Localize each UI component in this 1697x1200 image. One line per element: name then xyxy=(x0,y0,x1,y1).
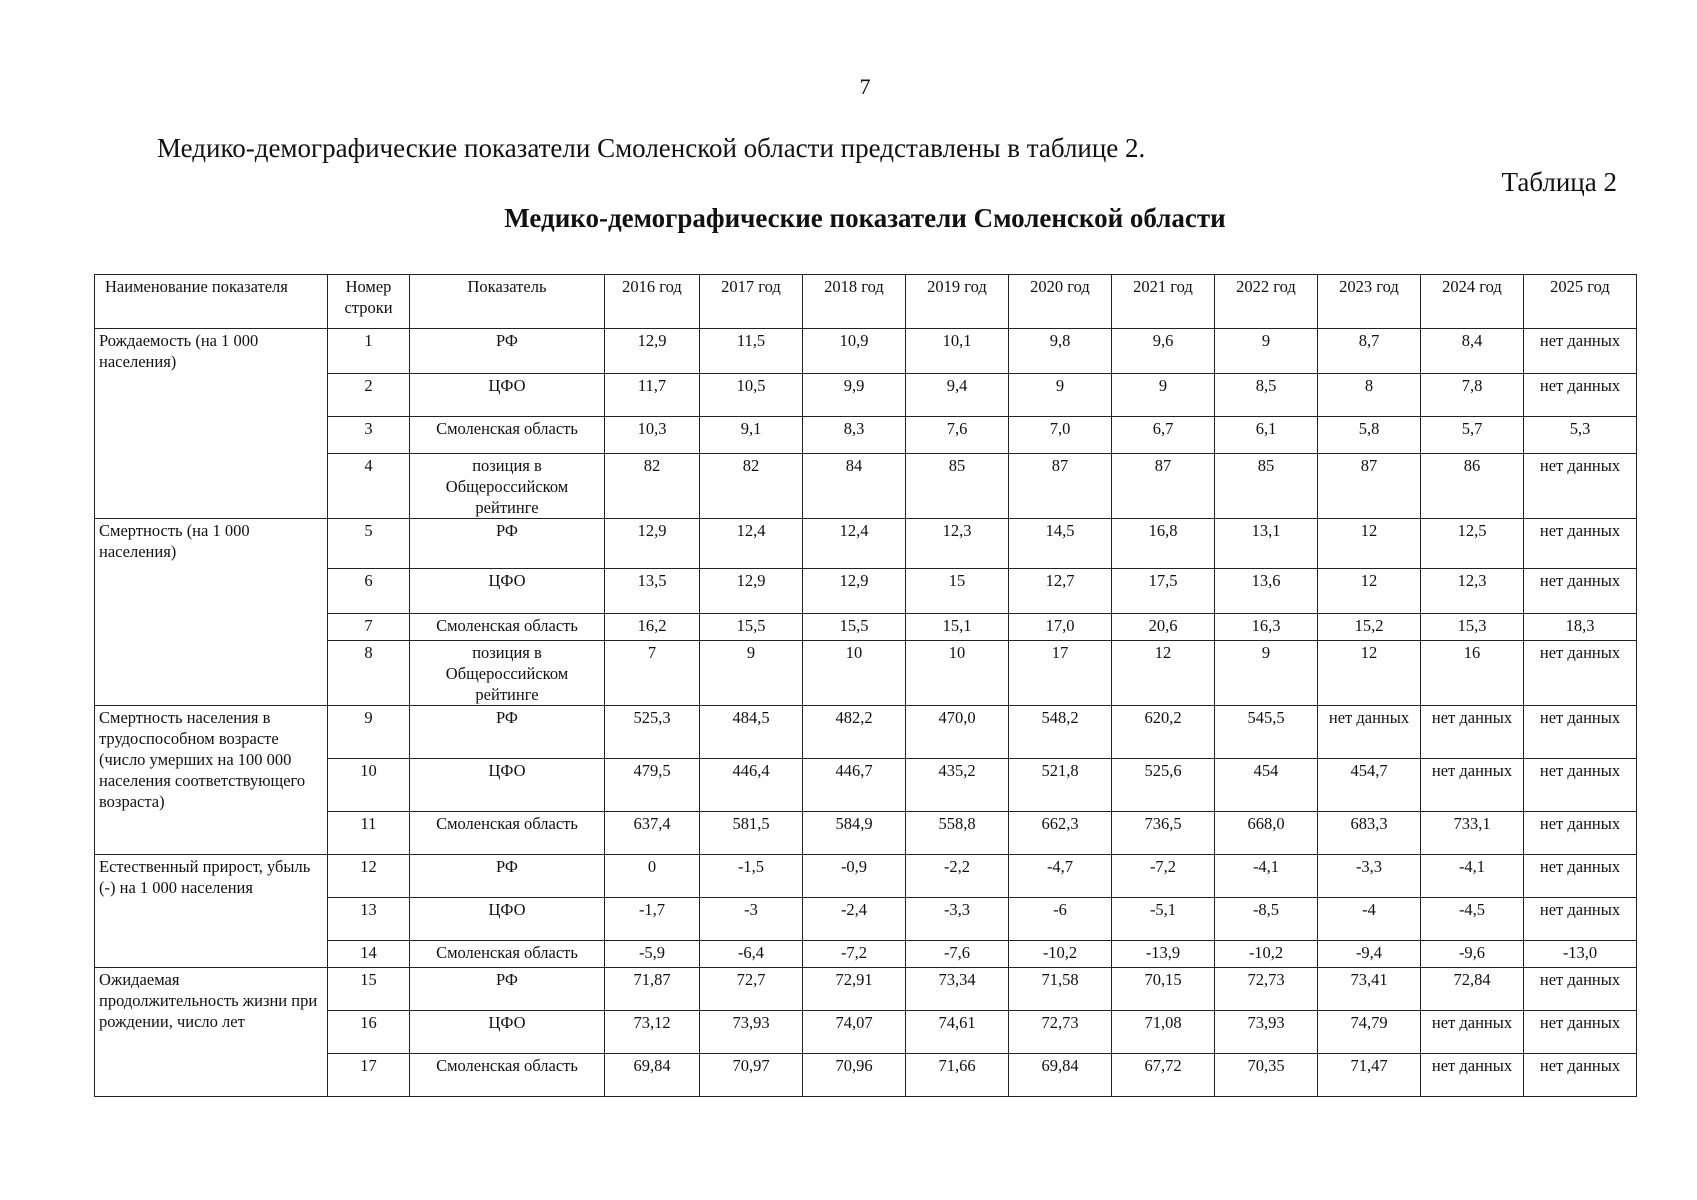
row-number-cell: 14 xyxy=(328,941,410,968)
value-cell: 69,84 xyxy=(605,1054,700,1097)
value-cell: 70,35 xyxy=(1215,1054,1318,1097)
header-cell: 2021 год xyxy=(1112,275,1215,329)
value-cell: -3,3 xyxy=(906,898,1009,941)
value-cell: 8,5 xyxy=(1215,374,1318,417)
value-cell: 73,41 xyxy=(1318,968,1421,1011)
value-cell: 12,9 xyxy=(605,329,700,374)
value-cell: 454,7 xyxy=(1318,759,1421,812)
value-cell: 558,8 xyxy=(906,812,1009,855)
row-number-cell: 6 xyxy=(328,569,410,614)
value-cell: 16,2 xyxy=(605,614,700,641)
table-row xyxy=(95,519,1637,569)
indicator-cell: ЦФО xyxy=(410,759,605,812)
value-cell: нет данных xyxy=(1524,898,1637,941)
value-cell: 8 xyxy=(1318,374,1421,417)
row-number-cell: 15 xyxy=(328,968,410,1011)
value-cell: 668,0 xyxy=(1215,812,1318,855)
indicator-cell: РФ xyxy=(410,968,605,1011)
value-cell: 11,5 xyxy=(700,329,803,374)
group-name-cell: Естественный прирост, убыль (-) на 1 000 населения xyxy=(95,855,328,968)
value-cell: 7,0 xyxy=(1009,417,1112,454)
row-number-cell: 3 xyxy=(328,417,410,454)
header-cell: 2023 год xyxy=(1318,275,1421,329)
value-cell: нет данных xyxy=(1421,706,1524,759)
group-name-cell: Смертность (на 1 000 населения) xyxy=(95,519,328,706)
table-row xyxy=(95,706,1637,759)
value-cell: 733,1 xyxy=(1421,812,1524,855)
header-cell: 2017 год xyxy=(700,275,803,329)
value-cell: 10,9 xyxy=(803,329,906,374)
value-cell: 479,5 xyxy=(605,759,700,812)
indicator-cell: ЦФО xyxy=(410,898,605,941)
header-cell: 2025 год xyxy=(1524,275,1637,329)
value-cell: 435,2 xyxy=(906,759,1009,812)
value-cell: 9,1 xyxy=(700,417,803,454)
value-cell: 6,7 xyxy=(1112,417,1215,454)
value-cell: нет данных xyxy=(1524,706,1637,759)
group-name-cell: Смертность населения в трудоспособном возрасте (число умерших на 100 000 населения соответствующего возраста) xyxy=(95,706,328,855)
header-cell: Номер строки xyxy=(328,275,410,329)
value-cell: 72,91 xyxy=(803,968,906,1011)
value-cell: 73,12 xyxy=(605,1011,700,1054)
row-number-cell: 2 xyxy=(328,374,410,417)
value-cell: 85 xyxy=(1215,454,1318,519)
value-cell: -2,4 xyxy=(803,898,906,941)
value-cell: 73,93 xyxy=(700,1011,803,1054)
value-cell: -0,9 xyxy=(803,855,906,898)
value-cell: 67,72 xyxy=(1112,1054,1215,1097)
value-cell: 5,8 xyxy=(1318,417,1421,454)
value-cell: 70,15 xyxy=(1112,968,1215,1011)
value-cell: 15,3 xyxy=(1421,614,1524,641)
intro-text: Медико-демографические показатели Смоленской области представлены в таблице 2. xyxy=(157,133,1146,163)
header-cell: Показатель xyxy=(410,275,605,329)
row-number-cell: 17 xyxy=(328,1054,410,1097)
value-cell: 637,4 xyxy=(605,812,700,855)
value-cell: 18,3 xyxy=(1524,614,1637,641)
value-cell: 9,4 xyxy=(906,374,1009,417)
value-cell: нет данных xyxy=(1524,855,1637,898)
header-cell: 2020 год xyxy=(1009,275,1112,329)
row-number-cell: 4 xyxy=(328,454,410,519)
header-cell: 2018 год xyxy=(803,275,906,329)
value-cell: 10,3 xyxy=(605,417,700,454)
value-cell: -1,7 xyxy=(605,898,700,941)
value-cell: 15,2 xyxy=(1318,614,1421,641)
group-name-cell: Ожидаемая продолжительность жизни при рождении, число лет xyxy=(95,968,328,1097)
value-cell: 17 xyxy=(1009,641,1112,706)
value-cell: 12,3 xyxy=(906,519,1009,569)
value-cell: нет данных xyxy=(1524,329,1637,374)
value-cell: 11,7 xyxy=(605,374,700,417)
value-cell: -6,4 xyxy=(700,941,803,968)
value-cell: 84 xyxy=(803,454,906,519)
row-number-cell: 8 xyxy=(328,641,410,706)
value-cell: 71,47 xyxy=(1318,1054,1421,1097)
value-cell: 72,73 xyxy=(1009,1011,1112,1054)
value-cell: 16,3 xyxy=(1215,614,1318,641)
row-number-cell: 5 xyxy=(328,519,410,569)
value-cell: 72,73 xyxy=(1215,968,1318,1011)
value-cell: 484,5 xyxy=(700,706,803,759)
value-cell: -3,3 xyxy=(1318,855,1421,898)
value-cell: нет данных xyxy=(1524,812,1637,855)
value-cell: 581,5 xyxy=(700,812,803,855)
value-cell: нет данных xyxy=(1421,1054,1524,1097)
table-row xyxy=(95,855,1637,898)
value-cell: 13,5 xyxy=(605,569,700,614)
value-cell: -13,0 xyxy=(1524,941,1637,968)
value-cell: -4,1 xyxy=(1421,855,1524,898)
value-cell: 10,1 xyxy=(906,329,1009,374)
value-cell: 12 xyxy=(1318,569,1421,614)
value-cell: -4,5 xyxy=(1421,898,1524,941)
value-cell: -6 xyxy=(1009,898,1112,941)
value-cell: 87 xyxy=(1009,454,1112,519)
table-title: Медико-демографические показатели Смоленской области xyxy=(504,203,1226,233)
value-cell: 9 xyxy=(1215,641,1318,706)
value-cell: 8,4 xyxy=(1421,329,1524,374)
value-cell: 482,2 xyxy=(803,706,906,759)
value-cell: нет данных xyxy=(1524,569,1637,614)
value-cell: 69,84 xyxy=(1009,1054,1112,1097)
value-cell: 5,7 xyxy=(1421,417,1524,454)
value-cell: 13,6 xyxy=(1215,569,1318,614)
value-cell: 9 xyxy=(1112,374,1215,417)
row-number-cell: 7 xyxy=(328,614,410,641)
value-cell: -3 xyxy=(700,898,803,941)
indicator-cell: Смоленская область xyxy=(410,417,605,454)
value-cell: 74,61 xyxy=(906,1011,1009,1054)
indicator-cell: ЦФО xyxy=(410,569,605,614)
value-cell: 14,5 xyxy=(1009,519,1112,569)
value-cell: 9 xyxy=(1009,374,1112,417)
value-cell: -2,2 xyxy=(906,855,1009,898)
value-cell: 82 xyxy=(700,454,803,519)
header-cell: 2019 год xyxy=(906,275,1009,329)
row-number-cell: 11 xyxy=(328,812,410,855)
value-cell: 12,4 xyxy=(803,519,906,569)
indicator-cell: РФ xyxy=(410,519,605,569)
header-cell: 2024 год xyxy=(1421,275,1524,329)
value-cell: -7,6 xyxy=(906,941,1009,968)
value-cell: 0 xyxy=(605,855,700,898)
table-label: Таблица 2 xyxy=(1501,167,1617,197)
row-number-cell: 1 xyxy=(328,329,410,374)
header-row xyxy=(95,275,1637,329)
indicator-cell: Смоленская область xyxy=(410,614,605,641)
value-cell: 7 xyxy=(605,641,700,706)
row-number-cell: 16 xyxy=(328,1011,410,1054)
value-cell: нет данных xyxy=(1524,519,1637,569)
indicator-cell: позиция в Общероссийском рейтинге xyxy=(410,641,605,706)
table-row xyxy=(95,329,1637,374)
value-cell: 470,0 xyxy=(906,706,1009,759)
table-row xyxy=(95,968,1637,1011)
value-cell: 9,8 xyxy=(1009,329,1112,374)
value-cell: 454 xyxy=(1215,759,1318,812)
value-cell: 525,6 xyxy=(1112,759,1215,812)
value-cell: 86 xyxy=(1421,454,1524,519)
value-cell: 545,5 xyxy=(1215,706,1318,759)
value-cell: -10,2 xyxy=(1215,941,1318,968)
value-cell: 525,3 xyxy=(605,706,700,759)
value-cell: 71,66 xyxy=(906,1054,1009,1097)
group-name-cell: Рождаемость (на 1 000 населения) xyxy=(95,329,328,519)
value-cell: 12,4 xyxy=(700,519,803,569)
value-cell: 9 xyxy=(700,641,803,706)
value-cell: -7,2 xyxy=(1112,855,1215,898)
value-cell: 71,87 xyxy=(605,968,700,1011)
value-cell: 10,5 xyxy=(700,374,803,417)
value-cell: нет данных xyxy=(1524,759,1637,812)
value-cell: -9,4 xyxy=(1318,941,1421,968)
value-cell: 620,2 xyxy=(1112,706,1215,759)
value-cell: -5,9 xyxy=(605,941,700,968)
value-cell: 74,07 xyxy=(803,1011,906,1054)
value-cell: 72,7 xyxy=(700,968,803,1011)
value-cell: -4,1 xyxy=(1215,855,1318,898)
indicator-cell: Смоленская область xyxy=(410,941,605,968)
row-number-cell: 12 xyxy=(328,855,410,898)
indicator-cell: РФ xyxy=(410,855,605,898)
value-cell: 16 xyxy=(1421,641,1524,706)
value-cell: 7,8 xyxy=(1421,374,1524,417)
value-cell: нет данных xyxy=(1524,1011,1637,1054)
value-cell: -4 xyxy=(1318,898,1421,941)
value-cell: -8,5 xyxy=(1215,898,1318,941)
table-body xyxy=(95,329,1637,1097)
value-cell: 71,58 xyxy=(1009,968,1112,1011)
indicator-cell: ЦФО xyxy=(410,1011,605,1054)
header-cell: 2022 год xyxy=(1215,275,1318,329)
value-cell: 12,5 xyxy=(1421,519,1524,569)
value-cell: 15,1 xyxy=(906,614,1009,641)
value-cell: -13,9 xyxy=(1112,941,1215,968)
value-cell: 15,5 xyxy=(700,614,803,641)
value-cell: 521,8 xyxy=(1009,759,1112,812)
value-cell: -10,2 xyxy=(1009,941,1112,968)
value-cell: 12,7 xyxy=(1009,569,1112,614)
value-cell: 70,96 xyxy=(803,1054,906,1097)
value-cell: 12,9 xyxy=(605,519,700,569)
value-cell: 70,97 xyxy=(700,1054,803,1097)
value-cell: 6,1 xyxy=(1215,417,1318,454)
value-cell: 12 xyxy=(1112,641,1215,706)
value-cell: -5,1 xyxy=(1112,898,1215,941)
value-cell: 12,9 xyxy=(803,569,906,614)
indicator-cell: РФ xyxy=(410,706,605,759)
page-number: 7 xyxy=(859,74,871,99)
value-cell: 10 xyxy=(803,641,906,706)
value-cell: 82 xyxy=(605,454,700,519)
indicator-cell: РФ xyxy=(410,329,605,374)
value-cell: нет данных xyxy=(1421,1011,1524,1054)
value-cell: 73,93 xyxy=(1215,1011,1318,1054)
value-cell: 12 xyxy=(1318,519,1421,569)
value-cell: 12,9 xyxy=(700,569,803,614)
value-cell: 5,3 xyxy=(1524,417,1637,454)
header-cell: 2016 год xyxy=(605,275,700,329)
indicator-cell: Смоленская область xyxy=(410,1054,605,1097)
value-cell: 662,3 xyxy=(1009,812,1112,855)
value-cell: -4,7 xyxy=(1009,855,1112,898)
value-cell: 9 xyxy=(1215,329,1318,374)
value-cell: 13,1 xyxy=(1215,519,1318,569)
value-cell: 7,6 xyxy=(906,417,1009,454)
value-cell: -7,2 xyxy=(803,941,906,968)
row-number-cell: 10 xyxy=(328,759,410,812)
value-cell: нет данных xyxy=(1524,1054,1637,1097)
value-cell: нет данных xyxy=(1524,641,1637,706)
value-cell: 9,9 xyxy=(803,374,906,417)
indicator-cell: Смоленская область xyxy=(410,812,605,855)
value-cell: 10 xyxy=(906,641,1009,706)
value-cell: 17,5 xyxy=(1112,569,1215,614)
value-cell: 87 xyxy=(1112,454,1215,519)
value-cell: 15 xyxy=(906,569,1009,614)
value-cell: 85 xyxy=(906,454,1009,519)
value-cell: 584,9 xyxy=(803,812,906,855)
value-cell: 12,3 xyxy=(1421,569,1524,614)
value-cell: 446,4 xyxy=(700,759,803,812)
value-cell: -9,6 xyxy=(1421,941,1524,968)
value-cell: 71,08 xyxy=(1112,1011,1215,1054)
indicator-cell: позиция в Общероссийском рейтинге xyxy=(410,454,605,519)
value-cell: 73,34 xyxy=(906,968,1009,1011)
value-cell: 9,6 xyxy=(1112,329,1215,374)
value-cell: 8,3 xyxy=(803,417,906,454)
row-number-cell: 13 xyxy=(328,898,410,941)
value-cell: нет данных xyxy=(1421,759,1524,812)
value-cell: 12 xyxy=(1318,641,1421,706)
indicator-cell: ЦФО xyxy=(410,374,605,417)
indicators-table xyxy=(94,274,1637,1097)
value-cell: 548,2 xyxy=(1009,706,1112,759)
value-cell: 16,8 xyxy=(1112,519,1215,569)
value-cell: 87 xyxy=(1318,454,1421,519)
value-cell: нет данных xyxy=(1318,706,1421,759)
header-cell: Наименование показателя xyxy=(95,275,328,329)
row-number-cell: 9 xyxy=(328,706,410,759)
value-cell: 736,5 xyxy=(1112,812,1215,855)
value-cell: нет данных xyxy=(1524,454,1637,519)
value-cell: 683,3 xyxy=(1318,812,1421,855)
value-cell: -1,5 xyxy=(700,855,803,898)
value-cell: 74,79 xyxy=(1318,1011,1421,1054)
value-cell: нет данных xyxy=(1524,374,1637,417)
value-cell: 446,7 xyxy=(803,759,906,812)
value-cell: 15,5 xyxy=(803,614,906,641)
value-cell: 17,0 xyxy=(1009,614,1112,641)
value-cell: 8,7 xyxy=(1318,329,1421,374)
value-cell: 72,84 xyxy=(1421,968,1524,1011)
value-cell: нет данных xyxy=(1524,968,1637,1011)
value-cell: 20,6 xyxy=(1112,614,1215,641)
